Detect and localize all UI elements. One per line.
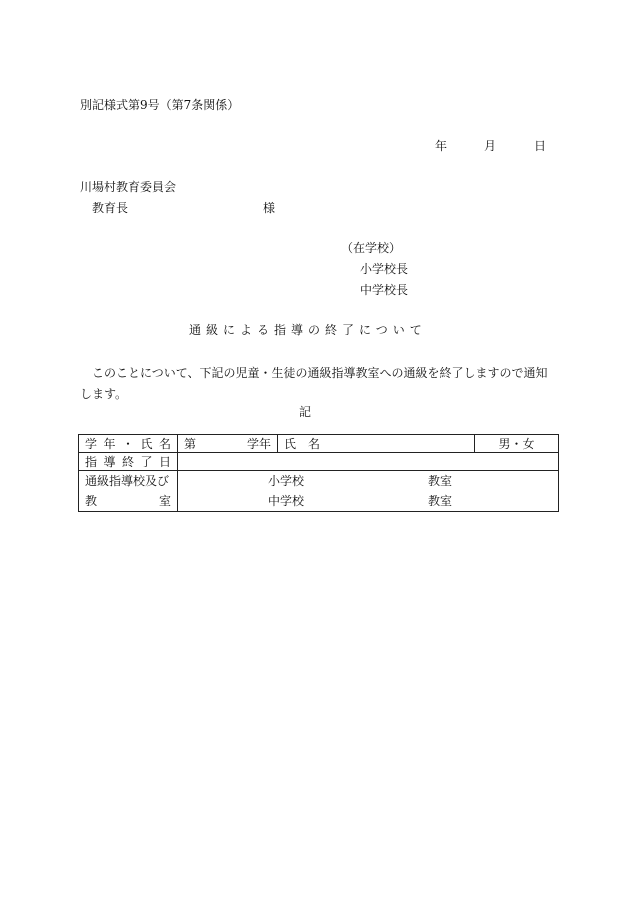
classroom-label-2: 教室 <box>428 494 453 508</box>
gender-cell[interactable] <box>475 435 559 453</box>
school-classroom-header-line1: 通級指導校及び <box>85 474 170 488</box>
student-name-cell[interactable] <box>278 435 475 453</box>
recipient-honorific: 様 <box>263 201 276 215</box>
grade-suffix: 学年 <box>246 437 271 451</box>
junior-high-school-label: 中学校 <box>268 494 305 508</box>
table-row-end-date <box>79 453 559 471</box>
date-day-label: 日 <box>534 139 547 153</box>
end-date-value-cell[interactable] <box>178 453 559 471</box>
table-row-grade-name <box>79 435 559 453</box>
sender-junior-high-principal: 中学校長 <box>360 283 409 297</box>
school-classroom-header-cell <box>79 471 178 512</box>
gender-options: 男・女 <box>498 437 535 451</box>
date-month-label: 月 <box>484 139 497 153</box>
end-date-header-cell <box>79 453 178 471</box>
document-title: 通級による指導の終了について <box>189 323 427 337</box>
grade-name-header-cell <box>79 435 178 453</box>
grade-prefix: 第 <box>184 437 197 451</box>
end-date-header: 指導終了日 <box>85 455 171 469</box>
school-classroom-header-line2: 教室 <box>85 494 171 508</box>
grade-cell[interactable] <box>178 435 278 453</box>
sender-elementary-principal: 小学校長 <box>360 262 409 276</box>
sender-school-label: （在学校） <box>341 241 402 255</box>
date-year-label: 年 <box>435 139 448 153</box>
classroom-label-1: 教室 <box>428 474 453 488</box>
school-classroom-value-cell[interactable] <box>178 471 559 512</box>
recipient-organization: 川場村教育委員会 <box>80 180 177 194</box>
record-table <box>78 434 559 512</box>
grade-name-header: 学年・氏名 <box>85 437 171 451</box>
recipient-title: 教育長 <box>92 201 129 215</box>
student-name-label: 氏 名 <box>284 437 321 451</box>
elementary-school-label: 小学校 <box>268 474 305 488</box>
form-number-label: 別記様式第9号（第7条関係） <box>80 98 240 112</box>
table-row-school-classroom <box>79 471 559 512</box>
ki-label: 記 <box>299 405 312 419</box>
document-body: このことについて、下記の児童・生徒の通級指導教室への通級を終了しますので通知します。 <box>80 366 548 401</box>
